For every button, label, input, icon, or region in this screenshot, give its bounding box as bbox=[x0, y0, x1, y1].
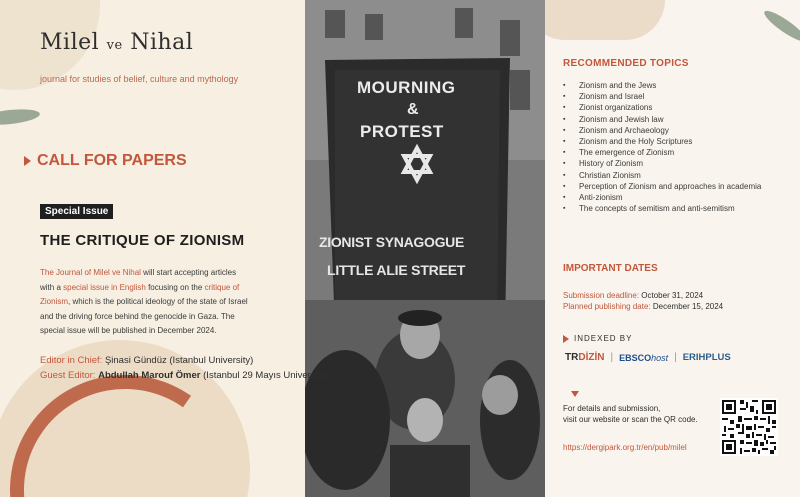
topic-item: ▪ Zionism and the Jews bbox=[563, 80, 761, 91]
guest-editor bbox=[40, 368, 328, 383]
down-triangle-icon bbox=[571, 391, 579, 397]
play-triangle-icon bbox=[563, 335, 569, 343]
play-triangle-icon bbox=[24, 156, 31, 166]
submission-details bbox=[563, 403, 698, 425]
desc-highlight: special issue in English bbox=[63, 282, 146, 292]
desc-text: and the driving force behind the genocide in Gaza. The bbox=[40, 311, 235, 321]
important-dates-title: IMPORTANT DATES bbox=[563, 263, 658, 274]
issue-title: THE CRITIQUE OF ZIONISM bbox=[40, 232, 245, 249]
logo-part1: Milel bbox=[40, 30, 100, 55]
desc-journal-name: The Journal of Milel ve Nihal bbox=[40, 268, 141, 277]
important-dates bbox=[563, 290, 723, 312]
indexed-by bbox=[563, 334, 632, 343]
banner-line-synagogue: ZIONIST SYNAGOGUE bbox=[319, 234, 465, 250]
editor-role: Editor in Chief: bbox=[40, 355, 105, 366]
topic-item: ▪ Anti-zionism bbox=[563, 192, 761, 203]
details-line: For details and submission, bbox=[563, 404, 661, 413]
desc-text: , which is the political ideology of the state of Israel bbox=[68, 297, 248, 306]
journal-url-link[interactable]: https://dergipark.org.tr/en/pub/milel bbox=[563, 443, 687, 452]
date-label: Planned publishing date: bbox=[563, 302, 651, 311]
desc-text: with a bbox=[40, 282, 64, 292]
topics-list bbox=[563, 80, 761, 214]
editor-name: Abdullah Marouf Ömer bbox=[98, 370, 201, 381]
desc-text: will start accepting articles bbox=[140, 268, 237, 277]
topic-item: ▪ The concepts of semitism and anti-semitism bbox=[563, 203, 761, 214]
protest-photo bbox=[305, 0, 545, 497]
date-label: Submission deadline: bbox=[563, 291, 640, 300]
erihplus-logo[interactable]: ERIHPLUS bbox=[682, 352, 731, 363]
index-logos bbox=[565, 352, 731, 363]
special-issue-badge: Special Issue bbox=[40, 204, 113, 219]
banner-line-mourning: MOURNING bbox=[357, 78, 456, 97]
details-line: visit our website or scan the QR code. bbox=[563, 415, 698, 424]
desc-text: special issue will be published in December 2024. bbox=[40, 326, 217, 335]
topic-item: ▪ Zionism and Israel bbox=[563, 91, 761, 102]
editor-role: Guest Editor: bbox=[40, 370, 99, 381]
indexed-by-label: INDEXED BY bbox=[574, 334, 633, 343]
decor-leaf-right bbox=[525, 0, 665, 40]
publishing-date bbox=[563, 301, 723, 312]
trdizin-logo[interactable]: TRDİZİN bbox=[565, 352, 605, 363]
call-for-papers bbox=[24, 152, 187, 170]
topic-item: ▪ History of Zionism bbox=[563, 158, 761, 169]
topic-item: ▪ Zionism and the Holy Scriptures bbox=[563, 136, 761, 147]
cfp-label: CALL FOR PAPERS bbox=[37, 152, 187, 169]
editor-affiliation: (Istanbul University) bbox=[166, 355, 254, 366]
banner-line-amp: & bbox=[407, 101, 419, 118]
ebscohost-logo[interactable]: EBSCOhost bbox=[619, 352, 669, 363]
description bbox=[40, 266, 290, 339]
journal-logo bbox=[40, 30, 193, 55]
editor-in-chief bbox=[40, 353, 328, 368]
banner-line-street: LITTLE ALIE STREET bbox=[327, 262, 466, 278]
logo-separator: | bbox=[674, 352, 677, 363]
date-value: October 31, 2024 bbox=[641, 291, 704, 300]
topic-item: ▪ Christian Zionism bbox=[563, 170, 761, 181]
journal-tagline: journal for studies of belief, culture and mythology bbox=[40, 74, 239, 84]
topic-item: ▪ Zionism and Archaeology bbox=[563, 125, 761, 136]
topic-item: ▪ The emergence of Zionism bbox=[563, 147, 761, 158]
submission-deadline bbox=[563, 290, 723, 301]
logo-separator: | bbox=[610, 352, 614, 363]
banner-line-protest: PROTEST bbox=[360, 122, 444, 141]
editor-affiliation: (Istanbul 29 Mayıs University) bbox=[200, 370, 329, 381]
topic-item: ▪ Zionist organizations bbox=[563, 102, 761, 113]
editors bbox=[40, 353, 328, 383]
logo-part2: Nihal bbox=[130, 30, 194, 55]
desc-highlight: Zionism bbox=[40, 297, 69, 306]
topic-item: ▪ Zionism and Jewish law bbox=[563, 114, 761, 125]
qr-code[interactable] bbox=[720, 398, 778, 456]
topic-item: ▪ Perception of Zionism and approaches in academia bbox=[563, 181, 761, 192]
logo-connector: ve bbox=[106, 38, 123, 53]
desc-highlight: critique of bbox=[204, 282, 240, 292]
desc-text: focusing on the bbox=[145, 282, 205, 292]
editor-name: Şinasi Gündüz bbox=[104, 355, 167, 366]
date-value: December 15, 2024 bbox=[652, 302, 724, 311]
recommended-topics-title: RECOMMENDED TOPICS bbox=[563, 58, 689, 69]
